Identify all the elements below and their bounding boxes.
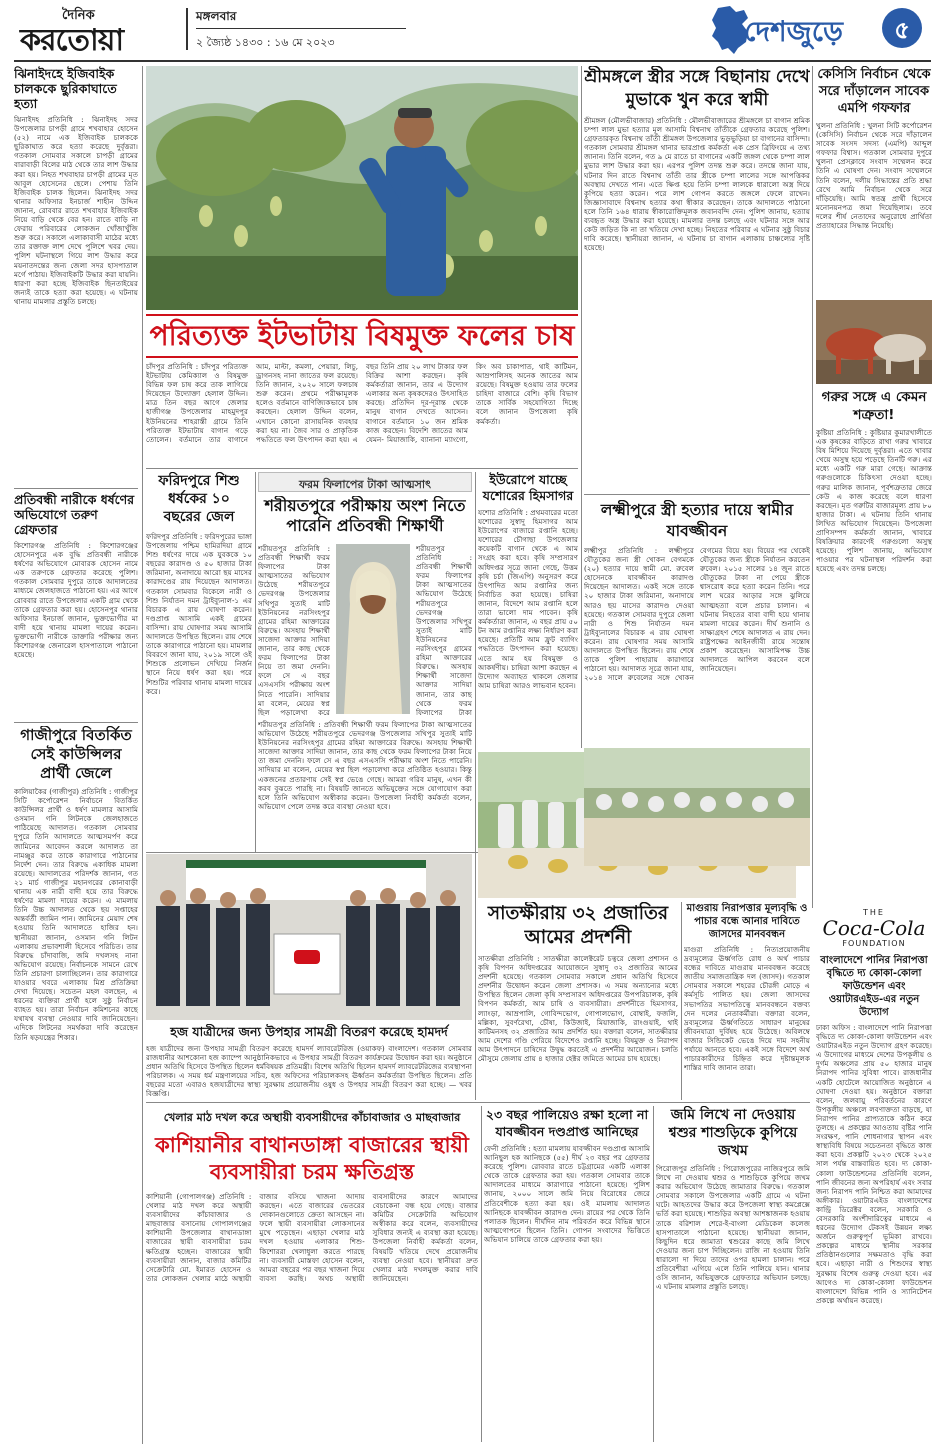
article-body: মাগুরা প্রতিনিধি : নিত্যপ্রয়োজনীয় দ্রব্যমূল্যের ঊর্ধ্বগতি রোধ ও অর্থ পাচার বন্ধের দাবিতে মাগুরায় মানববন্ধন করেছে জাতীয় সমাজতান্ত্রিক দল (জাসদ)। গতকাল সোমবার সকালে শহরের চৌরঙ্গী মোড়ে এ কর্মসূচি পালিত হয়। জেলা জাসদের সভাপতির সভাপতিত্বে মানববন্ধনে বক্তব্য দেন দলের নেতাকর্মীরা। বক্তারা বলেন, দ্রব্যমূল্যের ঊর্ধ্বগতিতে সাধারণ মানুষের জীবনযাত্রা দুর্বিষহ হয়ে উঠেছে। অবিলম্বে বাজার সিন্ডিকেট ভেঙে দিয়ে দাম সহনীয় পর্যায়ে আনতে হবে। একই সঙ্গে বিদেশে অর্থ পাচারকারীদের চিহ্নিত করে দৃষ্টান্তমূলক শাস্তির দাবি জানান তারা। [684,945,810,1073]
article-gazipur [14,726,138,1442]
shariatpur-text-right [416,544,472,716]
feature-body [146,362,578,466]
article-satkhira [478,902,678,1100]
article-laxmipur [584,500,810,746]
shariatpur-tag [258,472,472,492]
article-kashiani [146,1106,478,1442]
article-body: ঝিনাইদহ প্রতিনিধি : ঝিনাইদহ সদর উপজেলার চাপড়ী গ্রামে শখবাহার হোসেন (৫২) নামে এক ইজিবাইক চালককে ছুরিকাঘাত করে হত্যা করেছে দুর্বৃত্তরা। গতকাল সোমবার সকালে চাপড়ী গ্রামের বারাবাড়ী বিলের মাঠ থেকে তার লাশ উদ্ধার করা হয়। নিহত শখবাহার চাপড়ী গ্রামের মৃত আবুল হোসেনের ছেলে। পেশায় তিনি ইজিবাইক চালক ছিলেন। ঝিনাইদহ সদর থানার অফিসার ইনচার্জ শাহীন উদ্দিন জানান, রোববার রাতে শখবাহার ইজিবাইক নিয়ে বাড়ি থেকে বের হন। রাতে বাড়ি না ফেরায় পরিবারের লোকজন খোঁজাখুঁজি শুরু করে। সকালে এলাকাবাসী মাঠের মধ্যে তার রক্তাক্ত লাশ দেখে পুলিশে খবর দেয়। পুলিশ ঘটনাস্থলে গিয়ে লাশ উদ্ধার করে ময়নাতদন্তের জন্য জেলা সদর হাসপাতাল মর্গে পাঠায়। ইজিবাইকটি উদ্ধার করা যায়নি। ধারণা করা হচ্ছে ইজিবাইক ছিনতাইয়ের জন্যই তাকে হত্যা করা হয়েছে। এ ঘটনায় থানায় মামলার প্রস্তুতি চলছে। [14,115,138,306]
section-title: দেশজুড়ে [744,15,843,48]
shariatpur-tag-text: ফরম ফিলাপের টাকা আত্মসাৎ [298,478,432,491]
page-number: ৫ [894,16,910,44]
article-body: শ্রীমঙ্গল (মৌলভীবাজার) প্রতিনিধি : মৌলভীবাজারের শ্রীমঙ্গলে চা বাগান শ্রমিক চম্পা লাল মুভা হত্যার মূল আসামি বিশ্বনাথ তাঁতীকে গ্রেফতার করেছে পুলিশ। গ্রেফতারকৃত বিশ্বনাথ তাঁতী শ্রীমঙ্গল উপজেলার ভুড়ভুড়িয়া চা বাগানের বাসিন্দা। গতকাল সোমবার শ্রীমঙ্গল থানার ভারপ্রাপ্ত কর্মকর্তা এক প্রেস ব্রিফিংয়ে এ তথ্য জানান। তিনি বলেন, গত ৯ মে রাতে চা বাগানের একটি জঙ্গল থেকে চম্পা লাল মুভার লাশ উদ্ধার করা হয়। এরপর পুলিশ তদন্ত শুরু করে। তদন্তে জানা যায়, ঘটনার দিন রাতে বিশ্বনাথ তাঁতী তার স্ত্রীকে চম্পা লালের সঙ্গে আপত্তিকর অবস্থায় দেখতে পান। এতে ক্ষিপ্ত হয়ে তিনি চম্পা লালকে ধারালো অস্ত্র দিয়ে কুপিয়ে হত্যা করেন। পরে লাশ গোপন করতে জঙ্গলে ফেলে রাখেন। জিজ্ঞাসাবাদে বিশ্বনাথ হত্যার কথা স্বীকার করেছেন। তাকে আদালতে পাঠানো হলে তিনি ১৬৪ ধারায় স্বীকারোক্তিমূলক জবানবন্দি দেন। পুলিশ জানায়, হত্যায় ব্যবহৃত অস্ত্র উদ্ধার করা হয়েছে। মামলার তদন্ত চলছে এবং ঘটনার সঙ্গে আর কেউ জড়িত কি না তা খতিয়ে দেখা হচ্ছে। নিহতের পরিবার এ ঘটনার সুষ্ঠু বিচার দাবি করেছে। স্থানীয়রা জানান, এ ঘটনায় চা বাগান এলাকায় চাঞ্চল্যের সৃষ্টি হয়েছে। [584,116,810,253]
feni-title: ২৩ বছর পালিয়েও রক্ষা হলো না যাবজ্জীবন দণ্ডপ্রাপ্ত আনিছের [485,1107,649,1139]
hamdard-caption: হজ যাত্রীদের জন্য উপহার সামগ্রী বিতরণ করেছে হামদর্দ [170,1024,448,1039]
kashiani-tag-text: খেলার মাঠ দখল করে অস্থায়ী ব্যবসায়ীদের কাঁচাবাজার ও মাছবাজার [163,1111,461,1124]
kashiani-title: কাশিয়ানীর বাথানডাঙ্গা বাজারের স্থায়ী ব্যবসায়ীরা চরম ক্ষতিগ্রস্ত [155,1133,469,1184]
column-rule [481,1106,482,1442]
article-jhenaidah [14,66,138,484]
article-faridpur [146,472,252,852]
brand-small: দৈনিক [62,8,95,23]
article-cattle [816,388,932,904]
article-shariatpur [258,472,472,852]
column-rule [475,472,476,852]
coke-logo [816,908,932,948]
article-body: কাশিয়ানী (গোপালগঞ্জ) প্রতিনিধি : খেলার মাঠ দখল করে অস্থায়ী ব্যবসায়ীদের কাঁচাবাজার ও মাছবাজার বসানোয় গোপালগঞ্জের কাশিয়ানী উপজেলার বাথানডাঙ্গা বাজারের স্থায়ী ব্যবসায়ীরা চরম ক্ষতিগ্রস্ত হচ্ছেন। বাজারের স্থায়ী ব্যবসায়ীরা জানান, বাজার কমিটির সেক্রেটারি মো. ইমারত হোসেন ও তার লোকজন খেলার মাঠে অস্থায়ী বাজার বসিয়ে খাজনা আদায় করছেন। এতে বাজারের ভেতরের দোকানগুলোতে ক্রেতা আসছেন না। ফলে স্থায়ী ব্যবসায়ীরা লোকসানের মুখে পড়েছেন। এছাড়া খেলার মাঠ দখল হওয়ায় এলাকার শিশু-কিশোররা খেলাধুলা করতে পারছে না। ব্যবসায়ী মোস্তফা হোসেন বলেন, আমরা বছরের পর বছর খাজনা দিয়ে ব্যবসা করছি। অথচ অস্থায়ী ব্যবসায়ীদের কারণে আমাদের বেচাকেনা বন্ধ হয়ে গেছে। বাজার কমিটির সেক্রেটারি অভিযোগ অস্বীকার করে বলেন, ব্যবসায়ীদের সুবিধার জন্যই এ ব্যবস্থা করা হয়েছে। উপজেলা নির্বাহী কর্মকর্তা বলেন, বিষয়টি খতিয়ে দেখে প্রয়োজনীয় ব্যবস্থা নেওয়া হবে। স্থানীয়রা দ্রুত খেলার মাঠ দখলমুক্ত করার দাবি জানিয়েছেন। [146,1192,478,1283]
article-body: কুষ্টিয়া প্রতিনিধি : কুষ্টিয়ার কুমারখালীতে এক কৃষকের বাড়িতে রাখা গরুর খাবারে বিষ মিশিয়ে দিয়েছে দুর্বৃত্তরা। এতে খাবার খেয়ে অসুস্থ হয়ে পড়েছে তিনটি গরু। এর মধ্যে একটি গরু মারা গেছে। আক্রান্ত গরুগুলোকে চিকিৎসা দেওয়া হচ্ছে। গরুর মালিক জানান, পূর্বশত্রুতার জেরে কেউ এ কাজ করেছে বলে ধারণা করছেন। মৃত গরুটির বাজারমূল্য প্রায় ৮০ হাজার টাকা। এ ঘটনায় তিনি থানায় লিখিত অভিযোগ দিয়েছেন। উপজেলা প্রাণিসম্পদ কর্মকর্তা জানান, খাবারে বিষক্রিয়ার কারণেই গরুগুলো অসুস্থ হয়েছে। পুলিশ জানায়, অভিযোগ পাওয়ার পর ঘটনাস্থল পরিদর্শন করা হয়েছে এবং তদন্ত চলছে। [816,428,932,574]
article-title: প্রতিবন্ধী নারীকে ধর্ষণের অভিযোগে তরুণ গ্রেফতার [14,492,135,537]
faridpur-title-line2: ধর্ষকের ১০ [168,491,230,507]
cattle-photo [816,300,932,384]
event-photo [584,748,810,866]
masthead [0,0,945,58]
column-rule [653,1106,654,1442]
article-body: লক্ষ্মীপুর প্রতিনিধি : লক্ষ্মীপুরে যৌতুকের জন্য স্ত্রী খোকন বেগমকে (২০) হত্যার দায়ে স্বামী মো. রুবেল হোসেনকে যাবজ্জীবন কারাদণ্ড দিয়েছেন আদালত। একই সঙ্গে তাকে ২০ হাজার টাকা জরিমানা, অনাদায়ে আরও ছয় মাসের কারাদণ্ড দেওয়া হয়েছে। গতকাল সোমবার দুপুরে জেলা নারী ও শিশু নির্যাতন দমন ট্রাইব্যুনালের বিচারক এ রায় ঘোষণা করেন। রায় ঘোষণার সময় আসামি আদালতে উপস্থিত ছিলেন। রায় শেষে তাকে পুলিশ পাহারায় কারাগারে পাঠানো হয়। আদালত সূত্রে জানা যায়, ২০১৪ সালে রুবেলের সঙ্গে খোকন বেগমের বিয়ে হয়। বিয়ের পর থেকেই যৌতুকের জন্য স্ত্রীকে নির্যাতন করতেন রুবেল। ২০১৫ সালের ১৪ জুন রাতে যৌতুকের টাকা না পেয়ে স্ত্রীকে শ্বাসরোধ করে হত্যা করেন তিনি। পরে লাশ ঘরের আড়ার সঙ্গে ঝুলিয়ে আত্মহত্যা বলে প্রচার চালান। এ ঘটনায় নিহতের বাবা বাদী হয়ে থানায় মামলা দায়ের করেন। দীর্ঘ শুনানি ও সাক্ষ্যগ্রহণ শেষে আদালত এ রায় দেন। রাষ্ট্রপক্ষের আইনজীবী রায়ে সন্তোষ প্রকাশ করেছেন। আসামিপক্ষ উচ্চ আদালতে আপিল করবেন বলে জানিয়েছেন। [584,546,810,683]
article-title: ঝিনাইদহে ইজিবাইক চালককে ছুরিকাঘাতে হত্যা [14,66,117,111]
shariatpur-title: শরীয়তপুরে পরীক্ষায় অংশ নিতে পারেনি প্রতিবন্ধী শিক্ষার্থী [264,496,466,535]
article-title: গাজীপুরে বিতর্কিত সেই কাউন্সিলর প্রার্থী জেলে [20,726,132,782]
divider [146,852,478,853]
satkhira-title: সাতক্ষীরায় ৩২ প্রজাতির আমের প্রদর্শনী [487,903,669,948]
issue-date: ২ জ্যৈষ্ঠ ১৪৩০ : ১৬ মে ২০২৩ [196,36,335,49]
article-body: খুলনা প্রতিনিধি : খুলনা সিটি কর্পোরেশন (কেসিসি) নির্বাচন থেকে সরে দাঁড়ালেন সাবেক সংসদ সদস্য (এমপি) আব্দুল গফফার বিশ্বাস। গতকাল সোমবার দুপুরে খুলনা প্রেসক্লাবে সংবাদ সম্মেলন করে তিনি এ ঘোষণা দেন। সংবাদ সম্মেলনে তিনি বলেন, দলীয় সিদ্ধান্তের প্রতি শ্রদ্ধা রেখে আমি নির্বাচন থেকে সরে দাঁড়িয়েছি। আমি স্বতন্ত্র প্রার্থী হিসেবে মনোনয়নপত্র জমা দিয়েছিলাম। তবে দলের শীর্ষ নেতাদের অনুরোধে প্রার্থিতা প্রত্যাহারের সিদ্ধান্ত নিয়েছি। [816,121,932,231]
faridpur-title-line3: বছরের জেল [163,509,235,525]
feature-headline: পরিত্যক্ত ইটভাটায় বিষমুক্ত ফলের চাষ [149,319,575,352]
cattle-title: গরুর সঙ্গে এ কেমন শত্রুতা! [821,389,927,423]
article-coca-cola [816,908,932,1442]
column-rule [681,902,682,1100]
brand-logo: করতোয়া [20,23,124,58]
hamdard-body [146,1044,472,1100]
article-body-cont [416,544,472,716]
hamdard-photo [146,854,472,1020]
article-body: যশোর প্রতিনিধি : প্রথমবারের মতো যশোরের সুস্বাদু হিমসাগর আম ইউরোপের বাজারে রপ্তানি হচ্ছে। যশোরের চৌগাছা উপজেলার কয়েকটি বাগান থেকে এ আম সংগ্রহ করা হবে। কৃষি সম্প্রসারণ অধিদপ্তর সূত্রে জানা গেছে, উত্তম কৃষি চর্চা (জিএপি) অনুসরণ করে উৎপাদিত আম রপ্তানির জন্য নির্বাচিত করা হয়েছে। চাষিরা জানান, বিদেশে আম রপ্তানি হলে তারা ভালো দাম পাবেন। কৃষি কর্মকর্তারা জানান, এ বছর প্রায় ৫০ টন আম রপ্তানির লক্ষ্য নির্ধারণ করা হয়েছে। প্রতিটি আম ফ্রুট ব্যাগিং পদ্ধতিতে উৎপাদন করা হয়েছে। এতে আম হয় বিষমুক্ত ও আকর্ষণীয়। চাষিরা আশা করছেন এ উদ্যোগ অব্যাহত থাকলে জেলার আম চাষিরা আরও লাভবান হবেন। [478,508,578,690]
shariatpur-bottom-text [258,720,472,848]
article-body: কিশোরগঞ্জ প্রতিনিধি : কিশোরগঞ্জের হোসেনপুরে এক বুদ্ধি প্রতিবন্ধী নারীকে ধর্ষণের অভিযোগে মোবারক হোসেন নামে এক তরুণকে গ্রেফতার করেছে পুলিশ। গতকাল সোমবার দুপুরে তাকে আদালতের মাধ্যমে জেলহাজতে পাঠানো হয়। এর আগে রোববার রাতে উপজেলার একটি গ্রাম থেকে তাকে গ্রেফতার করা হয়। হোসেনপুর থানার অফিসার ইনচার্জ জানান, ভুক্তভোগীর মা বাদী হয়ে থানায় মামলা দায়ের করেন। ভুক্তভোগী নারীকে ডাক্তারি পরীক্ষার জন্য কিশোরগঞ্জ জেনারেল হাসপাতালে পাঠানো হয়েছে। [14,541,138,660]
article-sreemangal [584,66,810,490]
coke-logo-foundation: FOUNDATION [842,939,906,948]
khulna-title: কেসিসি নির্বাচন থেকে সরে দাঁড়ালেন সাবেক এমপি গফফার [817,67,931,116]
column-rule [255,472,256,852]
europe-title-line2: যশোরের হিমসাগর [482,488,574,503]
feature-headline-band [146,314,578,358]
issue-rule [196,28,406,29]
divider [146,468,578,469]
article-body: ফেনী প্রতিনিধি : হত্যা মামলায় যাবজ্জীবন দণ্ডপ্রাপ্ত আসামি আনিছুল হক আনিছকে (৫৫) দীর্ঘ ২৩ বছর পর গ্রেফতার করেছে পুলিশ। রোববার রাতে চট্টগ্রামের একটি এলাকা থেকে তাকে গ্রেফতার করা হয়। গতকাল সোমবার তাকে আদালতের মাধ্যমে কারাগারে পাঠানো হয়েছে। পুলিশ জানায়, ২০০০ সালে জমি নিয়ে বিরোধের জেরে প্রতিবেশীকে হত্যা করা হয়। ওই মামলায় আদালত আনিছকে যাবজ্জীবন কারাদণ্ড দেন। রায়ের পর থেকে তিনি পলাতক ছিলেন। দীর্ঘদিন নাম পরিবর্তন করে বিভিন্ন স্থানে আত্মগোপনে ছিলেন তিনি। গোপন সংবাদের ভিত্তিতে অভিযান চালিয়ে তাকে গ্রেফতার করা হয়। [484,1144,650,1244]
laxmipur-title: লক্ষ্মীপুরে স্ত্রী হত্যার দায়ে স্বামীর যাবজ্জীবন [600,501,794,540]
fruit-farm-photo [146,66,578,310]
column-rule [475,852,476,1100]
coke-title: বাংলাদেশে পানির নিরাপত্তা বৃদ্ধিতে দ্য কোকা-কোলা ফাউন্ডেশন এবং ওয়াটারএইড-এর নতুন উদ্যোগ [820,955,928,1018]
europe-title-line1: ইউরোপে যাচ্ছে [489,472,567,487]
page-number-badge [882,8,922,48]
hamdard-body-text: হজ যাত্রীদের জন্য উপহার সামগ্রী বিতরণ করেছে হামদর্দ ল্যাবরেটরিজ (ওয়াকফ) বাংলাদেশ। গতকাল সোমবার রাজধানীর আশকোনা হজ ক্যাম্পে আনুষ্ঠানিকভাবে এ উপহার সামগ্রী বিতরণ কার্যক্রমের উদ্বোধন করা হয়। অনুষ্ঠানে প্রধান অতিথি হিসেবে উপস্থিত ছিলেন ধর্মবিষয়ক প্রতিমন্ত্রী। বিশেষ অতিথি ছিলেন হামদর্দ ল্যাবরেটরিজের ব্যবস্থাপনা পরিচালক। এ সময় ধর্ম মন্ত্রণালয়ের সচিব, হজ অফিসের পরিচালকসহ ঊর্ধ্বতন কর্মকর্তারা উপস্থিত ছিলেন। প্রতি বছরের মতো এবারও হজযাত্রীদের স্বাস্থ্য সুরক্ষায় প্রয়োজনীয় ওষুধ ও উপহার সামগ্রী বিতরণ করা হচ্ছে। — খবর বিজ্ঞপ্তি। [146,1044,472,1099]
fruit-farm-illustration [146,66,578,310]
article-body: ফরিদপুর প্রতিনিধি : ফরিদপুরের ভাঙ্গা উপজেলায় পশ্চিম হামিরদিয়া গ্রামে শিশু ধর্ষণের দায়ে এক যুবককে ১০ বছরের কারাদণ্ড ও ৫০ হাজার টাকা জরিমানা, অনাদায়ে আরো ছয় মাসের কারাদণ্ডের রায় দিয়েছেন আদালত। গতকাল সোমবার বিকেলে নারী ও শিশু নির্যাতন দমন ট্রাইব্যুনাল-১ এর বিচারক এ রায় ঘোষণা করেন। দণ্ডপ্রাপ্ত আসামি একই গ্রামের বাসিন্দা। রায় ঘোষণার সময় আসামি আদালতে উপস্থিত ছিলেন। রায় শেষে তাকে কারাগারে পাঠানো হয়। মামলার বিবরণে জানা যায়, ২০১৯ সালে ওই শিশুকে প্রলোভন দেখিয়ে নির্জন স্থানে নিয়ে ধর্ষণ করা হয়। পরে শিশুটির পরিবার থানায় মামলা দায়ের করে। [146,532,252,696]
feature-body-text: চাঁদপুর প্রতিনিধি : চাঁদপুর পরিত্যক্ত ইটভাটায় কেমিক্যাল ও বিষমুক্ত বিভিন্ন ফল চাষ করে তাক লাগিয়ে দিয়েছেন উদ্যোক্তা হেলাল উদ্দিন। মাত্র তিন বছর আগে জেলার হাজীগঞ্জ উপজেলার মাহমুদপুর ইউনিয়নের শাহরাস্তী গ্রামে তিনি পরিত্যক্ত ইটভাটায় বাগান গড়ে তোলেন। বর্তমানে তার বাগানে আম, মাল্টা, কমলা, পেয়ারা, লিচু, ড্রাগনসহ নানা জাতের ফল রয়েছে। তিনি জানান, ২০২০ সালে ফলচাষ শুরু করেন। প্রথমে পরীক্ষামূলক হলেও বর্তমানে বাণিজ্যিকভাবে চাষ করছেন। হেলাল উদ্দিন বলেন, এখানে কোনো রাসায়নিক ব্যবহার করা হয় না। জৈব সার ও প্রাকৃতিক পদ্ধতিতে ফল উৎপাদন করা হয়। এ বছর তিনি প্রায় ২০ লাখ টাকার ফল বিক্রির আশা করছেন। কৃষি কর্মকর্তারা জানান, তার এ উদ্যোগ এলাকার অন্য কৃষকদেরও উৎসাহিত করছে। প্রতিদিন দূর-দূরান্ত থেকে মানুষ বাগান দেখতে আসেন। বাগানে বর্তমানে ১০ জন শ্রমিক কাজ করছেন। বিদেশি জাতের আম যেমন- মিয়াজাকি, ব্যানানা ম্যাংগো, কিং অব চাকাপাত, থাই কাটিমন, আম্রপালিসহ অনেক জাতের আম রয়েছে। বিষমুক্ত হওয়ায় তার ফলের চাহিদা বাজারে বেশি। কৃষি বিভাগ তাকে সার্বিক সহযোগিতা দিচ্ছে বলে জানান উপজেলা কৃষি কর্মকর্তা। [146,362,578,444]
divider [14,488,138,489]
masthead-rule [14,60,931,62]
column-rule [812,66,813,908]
article-body-cont-text: শরীয়তপুর প্রতিনিধি : প্রতিবন্ধী শিক্ষার্থী ফরম ফিলাপের টাকা আত্মসাতের অভিযোগ উঠেছে শরীয়তপুরে ভেদরগঞ্জ উপজেলার সখিপুর সুতাই মাটি ইউনিয়নের নরসিংহপুর গ্রামের রহিমা আক্তারের বিরুদ্ধে। অসহায় শিক্ষার্থী সাজেদা আক্তার সাদিয়া জানান, তার কাছ থেকে ফরম ফিলাপের টাকা [416,544,472,716]
article-body: সাতক্ষীরা প্রতিনিধি : সাতক্ষীরা কালেক্টরেট চত্বরে জেলা প্রশাসন ও কৃষি বিপণন অধিদপ্তরের আয়োজনে সুস্বাদু ৩২ প্রজাতির আমের প্রদর্শনী হয়েছে। গতকাল সোমবার সকালে প্রধান অতিথি হিসেবে প্রদর্শনীর উদ্বোধন করেন জেলা প্রশাসক। এ সময় অন্যান্যের মধ্যে উপস্থিত ছিলেন জেলা কৃষি সম্প্রসারণ অধিদপ্তরের উপপরিচালক, কৃষি বিপণন কর্মকর্তা, আম চাষি ও ব্যবসায়ীরা। প্রদর্শনীতে হিমসাগর, ল্যাংড়া, আম্রপালি, গোবিন্দভোগ, গোপালভোগ, বোম্বাই, ফজলি, মল্লিকা, সুবর্ণরেখা, চৌষা, কিউজাই, মিয়াজাকি, রাংগুয়াই, থাই কাটিমনসহ ৩২ প্রজাতির আম প্রদর্শিত হয়। বক্তারা বলেন, সাতক্ষীরার আম দেশের গণ্ডি পেরিয়ে বিদেশেও রপ্তানি হচ্ছে। বিষমুক্ত ও নিরাপদ আম উৎপাদনে চাষিদের উদ্বুদ্ধ করতেই এ প্রদর্শনীর আয়োজন। চলতি মৌসুমে জেলায় প্রায় ৪ হাজার হেক্টর জমিতে আমের চাষ হয়েছে। [478,954,678,1064]
article-pirojpur [656,1106,810,1442]
shariatpur-text-left [258,544,330,716]
article-kishoreganj [14,492,138,720]
student-photo [336,544,410,714]
divider [14,722,138,723]
divider [584,494,810,495]
article-body: শরীয়তপুর প্রতিনিধি : প্রতিবন্ধী শিক্ষার্থী ফরম ফিলাপের টাকা আত্মসাতের অভিযোগ উঠেছে শরীয়তপুরে ভেদরগঞ্জ উপজেলার সখিপুর সুতাই মাটি ইউনিয়নের নরসিংহপুর গ্রামের রহিমা আক্তারের বিরুদ্ধে। অসহায় শিক্ষার্থী সাজেদা আক্তার সাদিয়া জানান, তার কাছ থেকে ফরম ফিলাপের টাকা নিয়ে তা জমা দেননি। ফলে সে এ বছর এসএসসি পরীক্ষায় অংশ নিতে পারেনি। সাদিয়ার মা বলেন, মেয়ের স্বপ্ন ছিল পড়ালেখা করে [258,544,330,716]
faridpur-title-line1: ফরিদপুরে শিশু [158,473,240,489]
article-body: কালিয়াকৈর (গাজীপুর) প্রতিনিধি : গাজীপুর সিটি কর্পোরেশন নির্বাচনে বিতর্কিত কাউন্সিলর প্রার্থী ও ধর্ষণ মামলার আসামি ওসমান গনি লিটনকে জেলহাজতে পাঠিয়েছে আদালত। গতকাল সোমবার দুপুরে তিনি আদালতে আত্মসমর্পণ করে জামিনের আবেদন করলে আদালত তা নামঞ্জুর করে তাকে কারাগারে পাঠানোর নির্দেশ দেন। তার বিরুদ্ধে একাধিক মামলা রয়েছে। আদালতের পরিদর্শক জানান, গত ২১ মার্চ গাজীপুর মহানগরের কোনাবাড়ী থানায় এক নারী বাদী হয়ে তার বিরুদ্ধে ধর্ষণের মামলা দায়ের করেন। এ মামলায় তিনি উচ্চ আদালত থেকে ছয় সপ্তাহের অন্তর্বর্তী জামিন পান। জামিনের মেয়াদ শেষ হওয়ায় তিনি আদালতে হাজির হন। স্থানীয়রা জানান, ওসমান গনি লিটন এলাকায় প্রভাবশালী হিসেবে পরিচিত। তার বিরুদ্ধে চাঁদাবাজি, জমি দখলসহ নানা অভিযোগ রয়েছে। নির্বাচনকে সামনে রেখে তিনি প্রচারণা চালাচ্ছিলেন। তার কারাগারে যাওয়ার খবরে এলাকায় মিশ্র প্রতিক্রিয়া দেখা দিয়েছে। সচেতন মহল বলছেন, এ ধরনের ব্যক্তিরা প্রার্থী হলে সুষ্ঠু নির্বাচন ব্যাহত হয়। তারা নির্বাচন কমিশনের কাছে যথাযথ ব্যবস্থা নেওয়ার দাবি জানিয়েছেন। এদিকে লিটনের সমর্থকরা দাবি করেছেন তিনি ষড়যন্ত্রের শিকার। [14,787,138,1042]
column-rule [581,66,582,748]
coke-logo-brand: Coca-Cola [822,916,926,940]
issue-day: মঙ্গলবার [196,9,237,23]
shariatpur-bottom-text-span: শরীয়তপুর প্রতিনিধি : প্রতিবন্ধী শিক্ষার্থী ফরম ফিলাপের টাকা আত্মসাতের অভিযোগ উঠেছে শরীয়তপুরে ভেদরগঞ্জ উপজেলার সখিপুর সুতাই মাটি ইউনিয়নের নরসিংহপুর গ্রামের রহিমা আক্তারের বিরুদ্ধে। অসহায় শিক্ষার্থী সাজেদা আক্তার সাদিয়া জানান, তার কাছ থেকে ফরম ফিলাপের টাকা নিয়ে তা জমা দেননি। ফলে সে এ বছর এসএসসি পরীক্ষায় অংশ নিতে পারেনি। সাদিয়ার মা বলেন, মেয়ের স্বপ্ন ছিল পড়ালেখা করে প্রতিষ্ঠিত হওয়ার। কিন্তু একজনের প্রতারণায় সেই স্বপ্ন ভেঙে গেছে। আমরা গরিব মানুষ, এখন কী করব বুঝতে পারছি না। বিষয়টি জানতে অভিযুক্তের সঙ্গে যোগাযোগ করা হলে তিনি অভিযোগ অস্বীকার করেন। উপজেলা নির্বাহী কর্মকর্তা বলেন, অভিযোগ পেলে তদন্ত করে ব্যবস্থা নেওয়া হবে। [258,720,472,811]
sreemangal-title: শ্রীমঙ্গলে স্ত্রীর সঙ্গে বিছানায় দেখে মুভাকে খুন করে স্বামী [584,67,810,110]
kashiani-tag [146,1106,478,1128]
pirojpur-title: জমি লিখে না দেওয়ায় শ্বশুর শাশুড়িকে কুপিয়ে জখম [668,1107,798,1159]
article-feni [484,1106,650,1442]
masthead-divider [186,8,188,50]
magura-title: মাগুরায় নিরাপত্তার মূল্যবৃদ্ধি ও পাচার বন্ধে আনার দাবিতে জাসদের মানববন্ধন [686,903,808,940]
article-magura [684,902,810,1100]
article-body: পিরোজপুর প্রতিনিধি : পিরোজপুরের নাজিরপুরে জমি লিখে না দেওয়ায় শ্বশুর ও শাশুড়িকে কুপিয়ে জখম করার অভিযোগ উঠেছে জামাতার বিরুদ্ধে। গতকাল সোমবার সকালে উপজেলার একটি গ্রামে এ ঘটনা ঘটে। আহতদের উদ্ধার করে উপজেলা স্বাস্থ্য কমপ্লেক্সে ভর্তি করা হয়েছে। শাশুড়ির অবস্থা আশঙ্কাজনক হওয়ায় তাকে বরিশাল শেরে-ই-বাংলা মেডিকেল কলেজ হাসপাতালে পাঠানো হয়েছে। স্থানীয়রা জানান, কিছুদিন ধরে জামাতা শ্বশুরের কাছে জমি লিখে দেওয়ার জন্য চাপ দিচ্ছিলেন। রাজি না হওয়ায় তিনি ধারালো দা দিয়ে তাদের ওপর হামলা চালান। পরে প্রতিবেশীরা এগিয়ে এলে তিনি পালিয়ে যান। থানার ওসি জানান, অভিযুক্তকে গ্রেফতারে অভিযান চলছে। এ ঘটনায় মামলার প্রস্তুতি চলছে। [656,1164,810,1292]
column-rule [142,66,143,1444]
divider [146,1102,810,1103]
article-body: ঢাকা অফিস : বাংলাদেশে পানি নিরাপত্তা বৃদ্ধিতে দ্য কোকা-কোলা ফাউন্ডেশন এবং ওয়াটারএইড নতুন উদ্যোগ গ্রহণ করেছে। এ উদ্যোগের মাধ্যমে দেশের উপকূলীয় ও দুর্গম অঞ্চলের প্রায় ৫০ হাজার মানুষ নিরাপদ পানির সুবিধা পাবে। রাজধানীর একটি হোটেলে আয়োজিত অনুষ্ঠানে এ ঘোষণা দেওয়া হয়। অনুষ্ঠানে বক্তারা বলেন, জলবায়ু পরিবর্তনের কারণে উপকূলীয় অঞ্চলে লবণাক্ততা বাড়ছে, যা নিরাপদ পানির প্রাপ্যতাকে কঠিন করে তুলছে। এ প্রকল্পের আওতায় বৃষ্টির পানি সংরক্ষণ, পানি শোধনাগার স্থাপন এবং স্বাস্থ্যবিধি বিষয়ে সচেতনতা বৃদ্ধিতে কাজ করা হবে। প্রকল্পটি ২০২৩ থেকে ২০২৫ সাল পর্যন্ত বাস্তবায়িত হবে। দ্য কোকা-কোলা ফাউন্ডেশনের প্রতিনিধি বলেন, পানি জীবনের জন্য অপরিহার্য এবং সবার জন্য নিরাপদ পানি নিশ্চিত করা আমাদের অঙ্গীকার। ওয়াটারএইড বাংলাদেশের কান্ট্রি ডিরেক্টর বলেন, সরকারি ও বেসরকারি অংশীদারিত্বের মাধ্যমে এ ধরনের উদ্যোগ টেকসই উন্নয়ন লক্ষ্য অর্জনে গুরুত্বপূর্ণ ভূমিকা রাখবে। প্রকল্পের মাধ্যমে স্থানীয় সরকার প্রতিষ্ঠানগুলোর সক্ষমতাও বৃদ্ধি করা হবে। এছাড়া নারী ও শিশুদের স্বাস্থ্য সুরক্ষায় বিশেষ গুরুত্ব দেওয়া হবে। এর আগেও দ্য কোকা-কোলা ফাউন্ডেশন বাংলাদেশে বিভিন্ন পানি ও স্যানিটেশন প্রকল্পে অর্থায়ন করেছে। [816,1023,932,1305]
coke-logo-the: THE [863,908,885,917]
